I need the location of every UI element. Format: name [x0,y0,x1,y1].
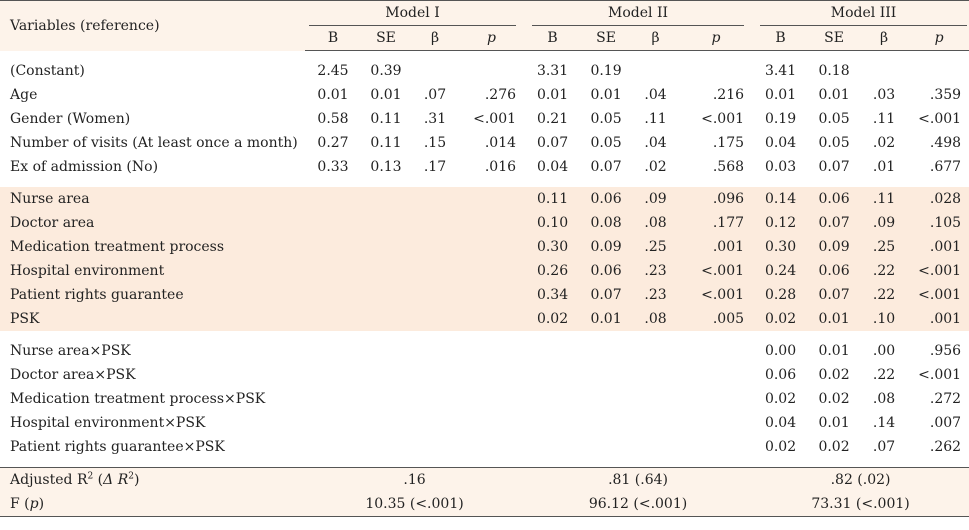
value-cell: 0.05 [818,111,850,127]
f-row [0,492,969,517]
value-cell: 0.26 [536,263,569,279]
value-cell: 0.11 [370,135,402,151]
empty-cell [305,187,361,211]
empty-cell [524,435,581,459]
value-cell: 0.01 [818,415,850,431]
value-cell [411,59,459,83]
table-row [0,259,969,283]
empty-cell [361,283,411,307]
value-cell: 0.06 [818,263,850,279]
table-row [0,435,969,459]
subhead-b: B [305,26,361,51]
value-cell: 0.11 [370,111,402,127]
value-cell: .09 [872,215,896,231]
table-row [0,59,969,83]
value-cell: .04 [644,87,667,103]
value-cell: .014 [484,135,517,151]
value-cell: .105 [929,215,962,231]
value-cell: 0.07 [818,287,850,303]
row-label: (Constant) [10,63,85,79]
value-cell: 0.02 [764,391,797,407]
value-cell: 0.06 [590,191,622,207]
value-cell: .31 [423,111,447,127]
empty-cell [459,411,524,435]
empty-cell [411,435,459,459]
subhead-se: SE [809,26,859,51]
empty-cell [581,435,631,459]
empty-cell [305,211,361,235]
empty-cell [581,387,631,411]
value-cell: .14 [872,415,896,431]
table-row [0,283,969,307]
empty-cell [305,235,361,259]
value-cell: 0.01 [536,87,569,103]
empty-cell [459,363,524,387]
value-cell: 0.01 [317,87,349,103]
value-cell: 0.05 [590,111,622,127]
f-model-3: 73.31 (<.001) [752,492,969,517]
table-row [0,411,969,435]
model-3-header: Model III [752,1,969,27]
value-cell: <.001 [473,111,517,127]
value-cell: 0.18 [818,63,850,79]
value-cell: 0.01 [370,87,402,103]
row-label: Hospital environment [10,263,165,279]
value-cell: .272 [929,391,962,407]
value-cell: 0.02 [818,391,850,407]
empty-cell [680,339,752,363]
value-cell: 0.39 [370,63,402,79]
value-cell: .956 [929,343,962,359]
value-cell: <.001 [918,111,962,127]
value-cell: 0.27 [317,135,349,151]
row-label: Doctor area×PSK [10,367,136,383]
empty-cell [581,339,631,363]
empty-cell [361,363,411,387]
value-cell: 2.45 [317,63,349,79]
row-label: Medication treatment process×PSK [10,391,266,407]
value-cell: .07 [423,87,447,103]
value-cell: 0.01 [818,87,850,103]
value-cell: 0.12 [764,215,797,231]
row-label: Ex of admission (No) [10,159,159,175]
block-interactions [0,339,969,459]
empty-cell [631,363,680,387]
value-cell: .08 [644,215,667,231]
value-cell: .11 [872,111,896,127]
value-cell: .096 [712,191,745,207]
value-cell: .498 [929,135,962,151]
row-label: PSK [10,311,40,327]
empty-cell [361,387,411,411]
empty-cell [459,259,524,283]
row-label: Medication treatment process [10,239,225,255]
value-cell: <.001 [918,287,962,303]
value-cell: 0.01 [818,311,850,327]
empty-cell [411,363,459,387]
value-cell: .02 [644,159,667,175]
subhead-beta: β [859,26,909,51]
empty-cell [581,363,631,387]
value-cell: 0.07 [536,135,569,151]
value-cell [909,59,969,83]
value-cell: 0.01 [590,311,622,327]
adjusted-r2-model-1: .16 [305,468,524,493]
value-cell: 0.33 [317,159,349,175]
row-label: Gender (Women) [10,111,131,127]
empty-cell [305,307,361,331]
value-cell: 0.09 [818,239,850,255]
value-cell: 0.02 [764,439,797,455]
value-cell: .08 [644,311,667,327]
empty-cell [305,435,361,459]
empty-cell [459,235,524,259]
empty-cell [459,187,524,211]
value-cell: 0.10 [536,215,569,231]
value-cell [631,59,680,83]
empty-cell [459,339,524,363]
value-cell: 0.07 [590,287,622,303]
value-cell: 0.04 [764,135,797,151]
empty-cell [305,283,361,307]
value-cell: 0.06 [818,191,850,207]
value-cell: 0.05 [590,135,622,151]
value-cell: 0.21 [536,111,569,127]
value-cell: 0.19 [590,63,622,79]
empty-cell [305,363,361,387]
empty-cell [361,187,411,211]
value-cell: 0.11 [536,191,569,207]
value-cell: .02 [872,135,896,151]
subhead-p: p [909,26,969,51]
subhead-b: B [524,26,581,51]
value-cell: .15 [423,135,447,151]
value-cell: .001 [929,311,962,327]
value-cell: .01 [872,159,896,175]
empty-cell [524,387,581,411]
empty-cell [411,307,459,331]
row-label: Hospital environment×PSK [10,415,206,431]
value-cell: 0.04 [536,159,569,175]
empty-cell [305,339,361,363]
value-cell: 0.28 [764,287,797,303]
value-cell: .216 [712,87,745,103]
empty-cell [411,259,459,283]
value-cell: 0.07 [590,159,622,175]
value-cell: .11 [644,111,667,127]
empty-cell [631,435,680,459]
value-cell: .09 [644,191,667,207]
value-cell: 0.00 [764,343,797,359]
empty-cell [524,363,581,387]
empty-cell [411,387,459,411]
table-row [0,387,969,411]
empty-cell [411,211,459,235]
table-row [0,363,969,387]
empty-cell [459,211,524,235]
adjusted-r2-model-3: .82 (.02) [752,468,969,493]
empty-cell [305,411,361,435]
empty-cell [459,435,524,459]
value-cell: 0.02 [818,439,850,455]
subhead-se: SE [581,26,631,51]
value-cell: 0.06 [764,367,797,383]
value-cell: .03 [872,87,896,103]
value-cell: 0.07 [818,159,850,175]
value-cell [859,59,909,83]
value-cell: .359 [929,87,962,103]
model-2-header: Model II [524,1,752,27]
value-cell: .17 [423,159,447,175]
variables-header: Variables (reference) [0,1,305,51]
value-cell: 0.14 [764,191,797,207]
value-cell: 0.30 [536,239,569,255]
value-cell: .276 [484,87,517,103]
value-cell: 0.02 [818,367,850,383]
value-cell: <.001 [918,263,962,279]
value-cell: <.001 [701,263,745,279]
block-main-effects [0,187,969,331]
value-cell: 0.01 [818,343,850,359]
empty-cell [631,387,680,411]
value-cell: .568 [712,159,745,175]
subhead-beta: β [631,26,680,51]
value-cell: 0.04 [764,415,797,431]
table-row [0,107,969,131]
empty-cell [361,259,411,283]
f-model-2: 96.12 (<.001) [524,492,752,517]
subhead-b: B [752,26,809,51]
value-cell: .11 [872,191,896,207]
value-cell: 0.02 [764,311,797,327]
empty-cell [305,387,361,411]
empty-cell [631,411,680,435]
row-label: Nurse area×PSK [10,343,131,359]
value-cell: .005 [712,311,745,327]
value-cell: <.001 [918,367,962,383]
row-label: Number of visits (At least once a month) [10,135,298,151]
value-cell: .262 [929,439,962,455]
empty-cell [361,235,411,259]
value-cell: .028 [929,191,962,207]
table-row [0,155,969,179]
empty-cell [631,339,680,363]
empty-cell [411,339,459,363]
value-cell: .23 [644,287,667,303]
value-cell: 0.30 [764,239,797,255]
f-label: F (p) [0,492,305,517]
value-cell: .016 [484,159,517,175]
table-row [0,83,969,107]
value-cell: .25 [644,239,667,255]
block-covariates [0,59,969,179]
header-row-models [0,1,969,27]
adjusted-r2-row [0,468,969,493]
row-label: Age [10,87,38,103]
row-label: Nurse area [10,191,90,207]
value-cell: 0.09 [590,239,622,255]
row-label: Patient rights guarantee×PSK [10,439,225,455]
empty-cell [680,363,752,387]
value-cell: <.001 [701,111,745,127]
value-cell: .001 [929,239,962,255]
adjusted-r2-label: Adjusted $R^2$ (Δ $R^2$) [0,468,305,493]
empty-cell [411,187,459,211]
value-cell: 0.03 [764,159,797,175]
subhead-se: SE [361,26,411,51]
empty-cell [361,435,411,459]
adjusted-r2-model-2: .81 (.64) [524,468,752,493]
f-model-1: 10.35 (<.001) [305,492,524,517]
value-cell: 0.02 [536,311,569,327]
empty-cell [411,235,459,259]
value-cell: 0.01 [764,87,797,103]
empty-cell [361,411,411,435]
value-cell: 0.24 [764,263,797,279]
table-row [0,235,969,259]
empty-cell [680,435,752,459]
empty-cell [459,283,524,307]
value-cell: .175 [712,135,745,151]
value-cell: .22 [872,263,896,279]
subhead-beta: β [411,26,459,51]
empty-cell [680,387,752,411]
table-row [0,307,969,331]
value-cell: .08 [872,391,896,407]
table-row [0,211,969,235]
empty-cell [524,339,581,363]
empty-cell [361,339,411,363]
empty-cell [459,307,524,331]
table-row [0,187,969,211]
value-cell: .177 [712,215,745,231]
value-cell: 0.19 [764,111,797,127]
value-cell: 0.13 [370,159,402,175]
value-cell: .10 [872,311,896,327]
value-cell: 0.58 [317,111,349,127]
empty-cell [361,307,411,331]
value-cell: .04 [644,135,667,151]
value-cell: .007 [929,415,962,431]
value-cell: .25 [872,239,896,255]
row-label: Patient rights guarantee [10,287,184,303]
table-row [0,339,969,363]
value-cell: .22 [872,367,896,383]
empty-cell [411,283,459,307]
value-cell: 3.31 [536,63,569,79]
value-cell: 0.06 [590,263,622,279]
row-label: Doctor area [10,215,95,231]
value-cell: <.001 [701,287,745,303]
empty-cell [680,411,752,435]
value-cell: .001 [712,239,745,255]
value-cell: .23 [644,263,667,279]
value-cell: 0.01 [590,87,622,103]
subhead-p: p [680,26,752,51]
value-cell [680,59,752,83]
value-cell: 3.41 [764,63,797,79]
empty-cell [361,211,411,235]
empty-cell [459,387,524,411]
subhead-p: p [459,26,524,51]
value-cell [459,59,524,83]
value-cell: .677 [929,159,962,175]
value-cell: 0.05 [818,135,850,151]
model-1-header: Model I [305,1,524,27]
value-cell: .07 [872,439,896,455]
empty-cell [524,411,581,435]
empty-cell [411,411,459,435]
value-cell: .22 [872,287,896,303]
value-cell: 0.34 [536,287,569,303]
empty-cell [581,411,631,435]
value-cell: 0.08 [590,215,622,231]
value-cell: 0.07 [818,215,850,231]
value-cell: .00 [872,343,896,359]
table-row [0,131,969,155]
empty-cell [305,259,361,283]
